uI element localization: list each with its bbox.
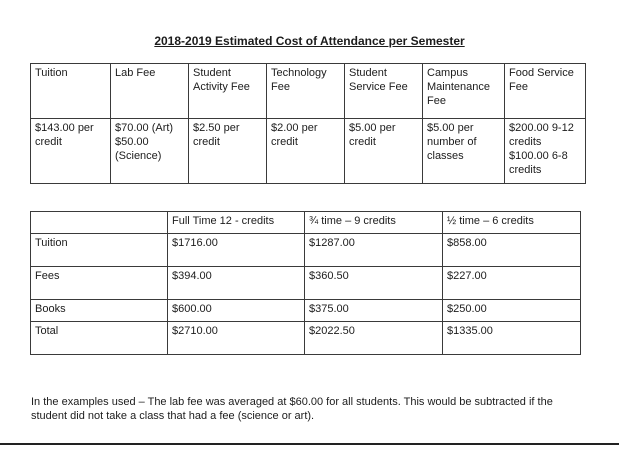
header-half-time: ½ time – 6 credits xyxy=(443,212,581,234)
cell-value: $858.00 xyxy=(443,234,581,267)
food-service-rate xyxy=(505,119,586,184)
cell-value: $360.50 xyxy=(305,267,443,300)
header-full-time: Full Time 12 - credits xyxy=(168,212,305,234)
header-three-quarter-time: ¾ time – 9 credits xyxy=(305,212,443,234)
bottom-divider xyxy=(0,443,619,445)
tuition-rate-text: $143.00 per credit xyxy=(35,122,94,148)
tuition-rate xyxy=(31,119,111,184)
fee-schedule-table xyxy=(30,63,586,184)
cell-value: $2710.00 xyxy=(168,322,305,355)
food-service-full: $200.00 9-12 credits xyxy=(509,122,574,148)
student-service-rate-text: $5.00 per credit xyxy=(349,122,396,148)
fee-header-row xyxy=(31,64,586,119)
cost-summary-table xyxy=(30,211,581,355)
table-row xyxy=(31,234,581,267)
cell-value: $375.00 xyxy=(305,300,443,322)
cell-value: $1716.00 xyxy=(168,234,305,267)
header-food-service-fee: Food Service Fee xyxy=(505,64,586,119)
student-service-rate xyxy=(345,119,423,184)
row-label-total: Total xyxy=(31,322,168,355)
lab-fee-art: $70.00 (Art) xyxy=(115,122,174,134)
header-lab-fee: Lab Fee xyxy=(111,64,189,119)
cell-value: $394.00 xyxy=(168,267,305,300)
table-row xyxy=(31,300,581,322)
food-service-part: $100.00 6-8 credits xyxy=(509,150,568,176)
campus-maintenance-rate xyxy=(423,119,505,184)
cost-header-blank xyxy=(31,212,168,234)
footnote: In the examples used – The lab fee was averaged at $60.00 for all students. This would be subtracted if the student did not take a class that had a fee (science or art). xyxy=(31,396,553,422)
table-row xyxy=(31,322,581,355)
cell-value: $600.00 xyxy=(168,300,305,322)
header-campus-maintenance-fee: Campus Maintenance Fee xyxy=(423,64,505,119)
cell-value: $227.00 xyxy=(443,267,581,300)
student-activity-rate-text: $2.50 per credit xyxy=(193,122,240,148)
lab-fee-science: $50.00 (Science) xyxy=(115,136,162,162)
technology-rate-text: $2.00 per credit xyxy=(271,122,318,148)
cost-header-row xyxy=(31,212,581,234)
header-technology-fee: Technology Fee xyxy=(267,64,345,119)
cell-value: $1335.00 xyxy=(443,322,581,355)
cell-value: $1287.00 xyxy=(305,234,443,267)
header-student-service-fee: Student Service Fee xyxy=(345,64,423,119)
lab-fee-rate xyxy=(111,119,189,184)
cell-value: $250.00 xyxy=(443,300,581,322)
campus-maintenance-rate-text: $5.00 per number of classes xyxy=(427,122,477,162)
row-label-fees: Fees xyxy=(31,267,168,300)
technology-rate xyxy=(267,119,345,184)
header-student-activity-fee: Student Activity Fee xyxy=(189,64,267,119)
header-tuition: Tuition xyxy=(31,64,111,119)
page-title: 2018-2019 Estimated Cost of Attendance per Semester xyxy=(154,34,465,48)
cell-value: $2022.50 xyxy=(305,322,443,355)
row-label-tuition: Tuition xyxy=(31,234,168,267)
table-row xyxy=(31,267,581,300)
student-activity-rate xyxy=(189,119,267,184)
row-label-books: Books xyxy=(31,300,168,322)
fee-amount-row xyxy=(31,119,586,184)
